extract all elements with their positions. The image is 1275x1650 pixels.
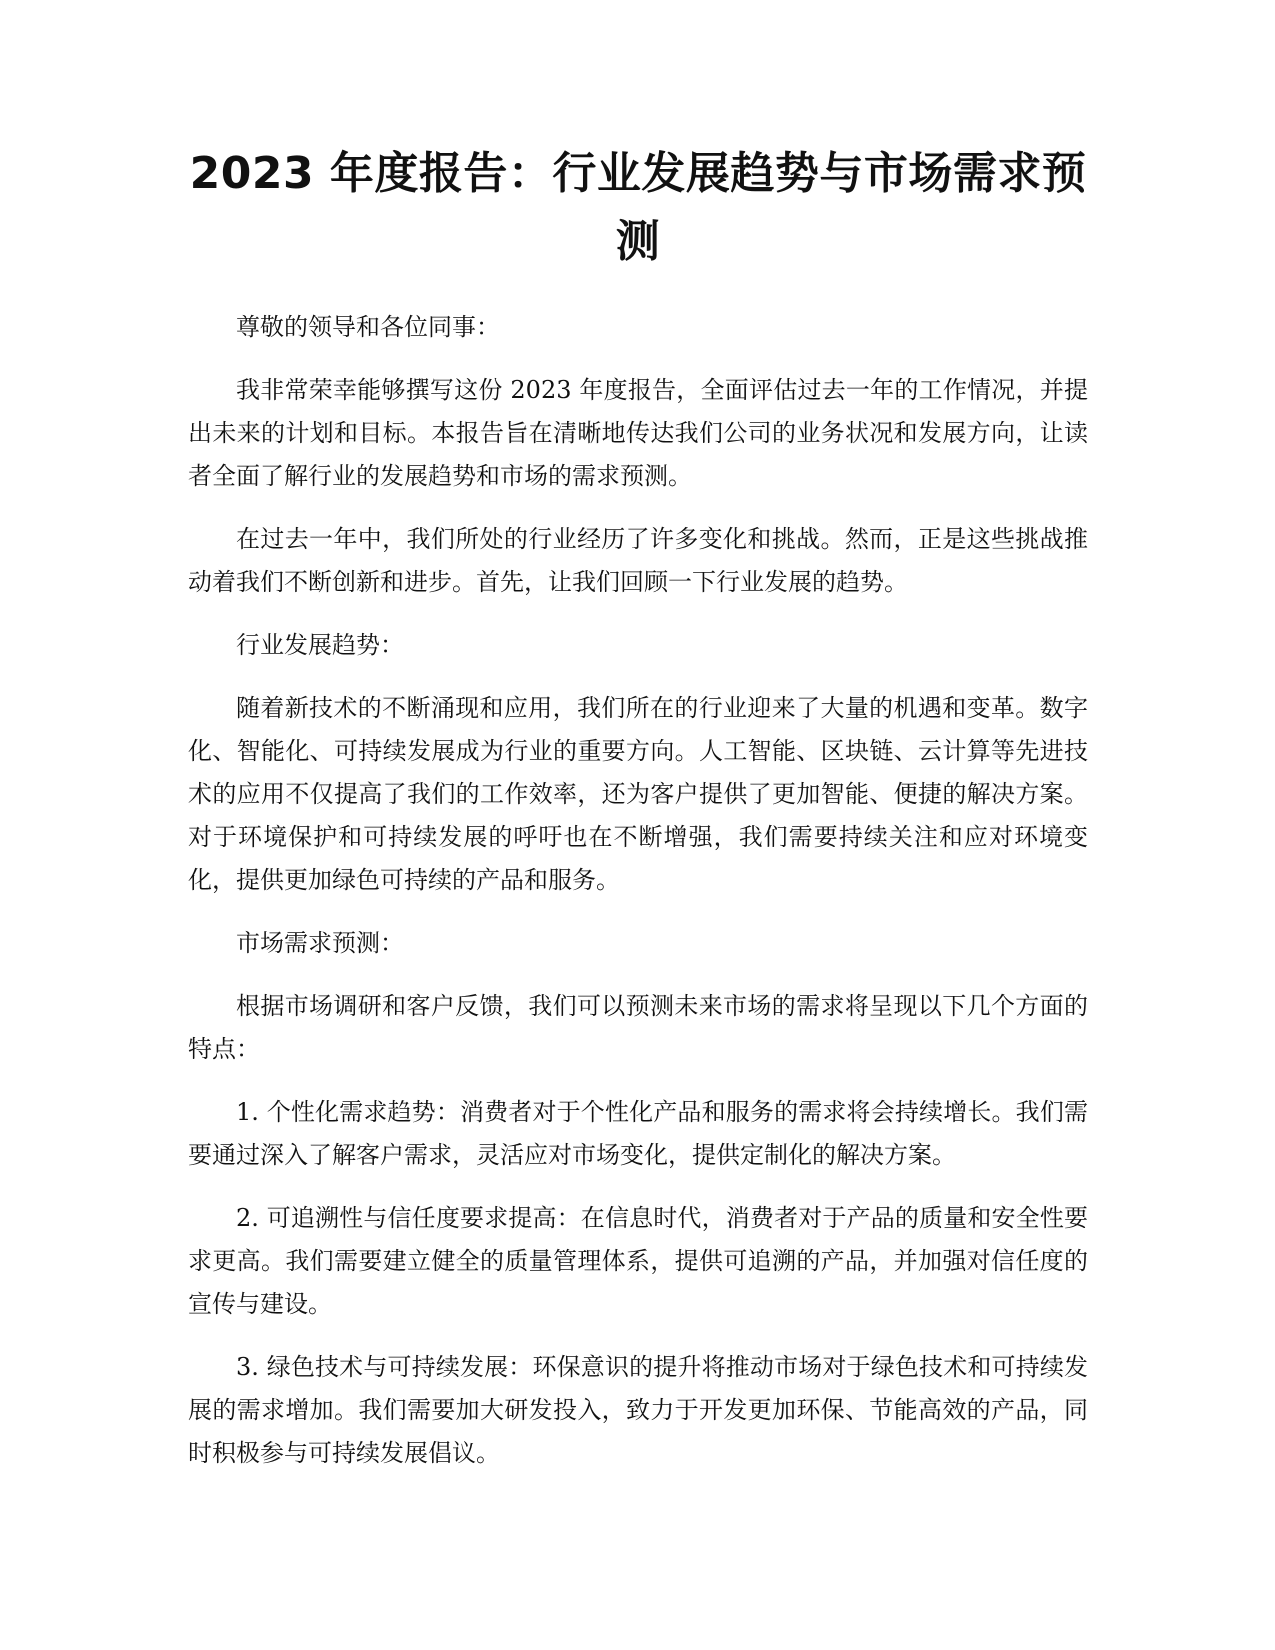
list-item-green-tech: 3. 绿色技术与可持续发展：环保意识的提升将推动市场对于绿色技术和可持续发展的需求增加。我们需要加大研发投入，致力于开发更加环保、节能高效的产品，同时积极参与可持续发展倡议。: [188, 1353, 1088, 1467]
salutation: 尊敬的领导和各位同事：: [236, 313, 500, 341]
intro-paragraph: 我非常荣幸能够撰写这份 2023 年度报告，全面评估过去一年的工作情况，并提出未来的计划和目标。本报告旨在清晰地传达我们公司的业务状况和发展方向，让读者全面了解行业的发展趋势和市场的需求预测。: [188, 376, 1088, 490]
document-page: [188, 140, 1088, 1495]
industry-trends-paragraph: 随着新技术的不断涌现和应用，我们所在的行业迎来了大量的机遇和变革。数字化、智能化、可持续发展成为行业的重要方向。人工智能、区块链、云计算等先进技术的应用不仅提高了我们的工作效率，还为客户提供了更加智能、便捷的解决方案。对于环境保护和可持续发展的呼吁也在不断增强，我们需要持续关注和应对环境变化，提供更加绿色可持续的产品和服务。: [188, 694, 1088, 894]
review-paragraph: 在过去一年中，我们所处的行业经历了许多变化和挑战。然而，正是这些挑战推动着我们不断创新和进步。首先，让我们回顾一下行业发展的趋势。: [188, 525, 1088, 596]
market-forecast-intro: 根据市场调研和客户反馈，我们可以预测未来市场的需求将呈现以下几个方面的特点：: [188, 992, 1088, 1063]
section-heading-industry-trends: 行业发展趋势：: [236, 631, 404, 659]
list-item-traceability: 2. 可追溯性与信任度要求提高：在信息时代，消费者对于产品的质量和安全性要求更高。我们需要建立健全的质量管理体系，提供可追溯的产品，并加强对信任度的宣传与建设。: [188, 1204, 1088, 1318]
document-title: 2023 年度报告：行业发展趋势与市场需求预测: [189, 148, 1087, 267]
list-item-personalization: 1. 个性化需求趋势：消费者对于个性化产品和服务的需求将会持续增长。我们需要通过深入了解客户需求，灵活应对市场变化，提供定制化的解决方案。: [188, 1098, 1088, 1169]
section-heading-market-forecast: 市场需求预测：: [236, 929, 404, 957]
